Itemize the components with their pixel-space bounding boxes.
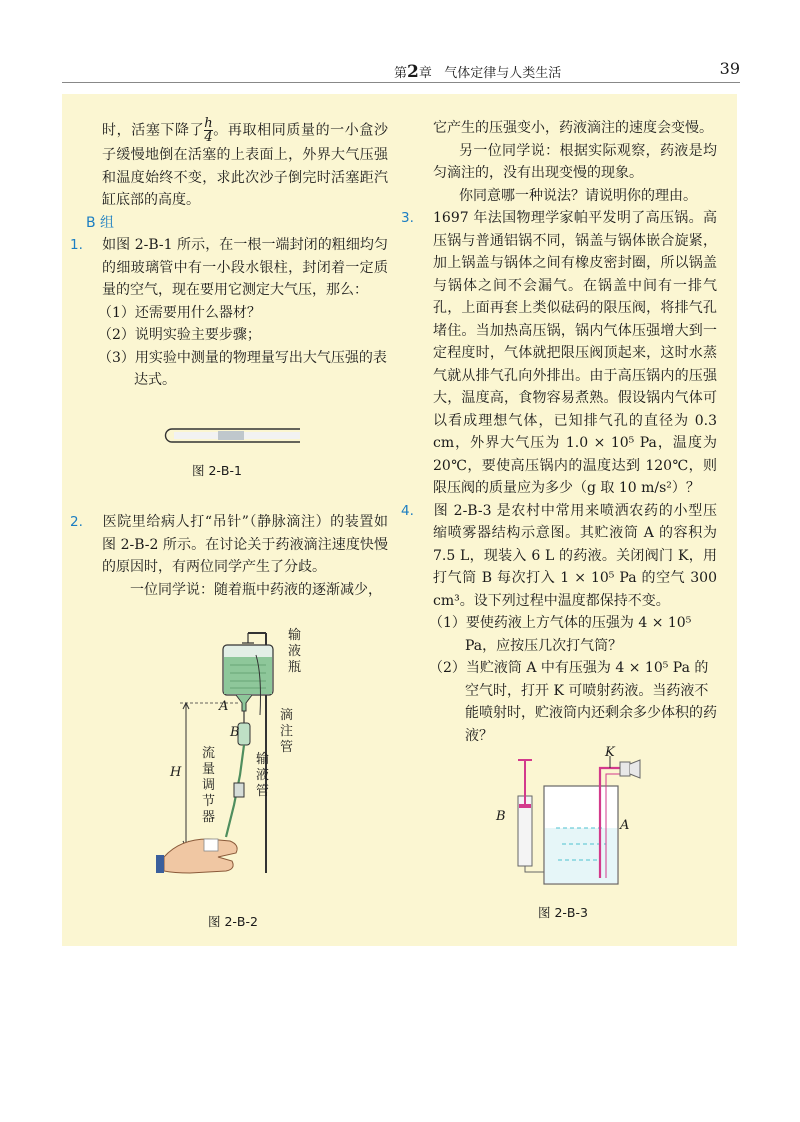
question-4-sub-1: （1）要使药液上方气体的压强为 4 × 10⁵ Pa，应按压几次打气筒？ [429, 615, 692, 654]
page-header [62, 56, 740, 83]
question-1-number: 1. [70, 237, 83, 253]
label-height-h: H [170, 765, 182, 780]
chapter-number: 2 [407, 62, 419, 82]
page-number: 39 [719, 59, 740, 78]
question-2-student-2: 另一位同学说：根据实际观察，药液是均匀滴注的，没有出现变慢的现象。 [433, 142, 717, 181]
figure-2-b-3-sprayer [500, 748, 660, 888]
group-b-heading: B 组 [86, 214, 115, 231]
question-4-sub-2: （2）当贮液筒 A 中有压强为 4 × 10⁵ Pa 的空气时，打开 K 可喷射药液。当药液不能喷射时，贮液筒内还剩余多少体积的药液？ [429, 660, 717, 744]
left-column [70, 116, 389, 392]
chapter-title: 气体定律与人类生活 [444, 66, 562, 81]
question-3 [401, 207, 717, 500]
question-1-sub-1: （1）还需要用什么器材？ [98, 304, 261, 321]
fraction-denominator: 4 [204, 130, 213, 145]
label-pump-b: B [496, 809, 506, 824]
chapter-suffix: 章 [418, 66, 432, 81]
question-2-text: 医院里给病人打“吊针”（静脉滴注）的装置如图 2-B-2 所示。在讨论关于药液滴注速度快慢的原因时，有两位同学产生了分歧。 [102, 514, 388, 575]
figure-2-b-1-glass-tube [160, 423, 310, 449]
figure-2-b-2-caption: 图 2-B-2 [208, 914, 258, 929]
chapter-prefix: 第 [394, 66, 408, 81]
label-flow-regulator: 流量调节器 [202, 746, 216, 825]
label-bottle: 输液瓶 [288, 628, 302, 675]
label-valve-k: K [605, 745, 615, 760]
question-2-student-1: 一位同学说：随着瓶中药液的逐渐减少， [130, 581, 382, 598]
figure-2-b-3-caption: 图 2-B-3 [538, 905, 588, 920]
question-3-number: 3. [401, 210, 414, 226]
question-1-sub-3: （3）用实验中测量的物理量写出大气压强的表达式。 [98, 349, 387, 388]
left-column-lower [70, 511, 388, 601]
figure-2-b-1-caption: 图 2-B-1 [192, 463, 242, 478]
label-tank-a: A [620, 818, 630, 833]
question-2-ask: 你同意哪一种说法？请说明你的理由。 [459, 187, 697, 204]
label-infusion-tube: 输液管 [256, 752, 270, 799]
fraction-numerator: h [204, 116, 213, 131]
continued-problem [86, 117, 388, 212]
question-4-number: 4. [401, 502, 414, 519]
question-1-sub-2: （2）说明实验主要步骤； [98, 327, 261, 343]
continued-text-a: 时，活塞下降了 [102, 122, 205, 139]
question-3-text: 1697 年法国物理学家帕平发明了高压锅。高压锅与普通铝锅不同，锅盖与锅体嵌合旋紧，加上锅盖与锅体之间有橡皮密封圈，所以锅盖与锅体之间不会漏气。在锅盖中间有一排气孔，上面再套上类似砝码的限压阀，将排气孔堵住。当加热高压锅，锅内气体压强增大到一定程度时，气体就把限压阀顶起来，这时水蒸气就从排气孔向外排出。由于高压锅内的压强大，温度高，食物容易煮熟。假设锅内气体可以看成理想气体，已知排气孔的直径为 0.3 cm，外界大气压为 1.0 × 10⁵ Pa，温度为 20℃，要使高压锅内的温度达到 120℃，则限压阀的质量应为多少（g 取 10 m/s²）？ [433, 210, 717, 496]
question-4 [401, 500, 717, 613]
question-1-text: 如图 2-B-1 所示，在一根一端封闭的粗细均匀的细玻璃管中有一小段水银柱，封闭着一定质量的空气，现在要用它测定大气压，那么： [102, 237, 388, 298]
chapter-heading [394, 62, 561, 82]
label-drip-tube: 滴注管 [280, 708, 294, 755]
continued-text-b: 。再取相同质量的一小盒沙子缓慢地倒在活塞的上表面上，外界大气压强和温度始终不变，求此次沙子倒完时活塞距汽缸底部的高度。 [102, 122, 389, 208]
label-point-b: B [230, 725, 240, 740]
question-1 [70, 234, 388, 302]
fraction-h-over-4 [204, 117, 212, 144]
label-point-a: A [219, 699, 229, 714]
question-2-continued: 它产生的压强变小，药液滴注的速度会变慢。 [433, 120, 713, 136]
question-2 [70, 511, 388, 579]
right-column [401, 117, 717, 747]
question-4-text: 图 2-B-3 是农村中常用来喷洒农药的小型压缩喷雾器结构示意图。其贮液筒 A 的容积为 7.5 L，现装入 6 L 的药液。关闭阀门 K，用打气筒 B 每次打入 1 × 10⁵ Pa 的空气 300 cm³。设下列过程中温度都保持不变。 [433, 502, 717, 609]
question-2-number: 2. [70, 514, 83, 530]
